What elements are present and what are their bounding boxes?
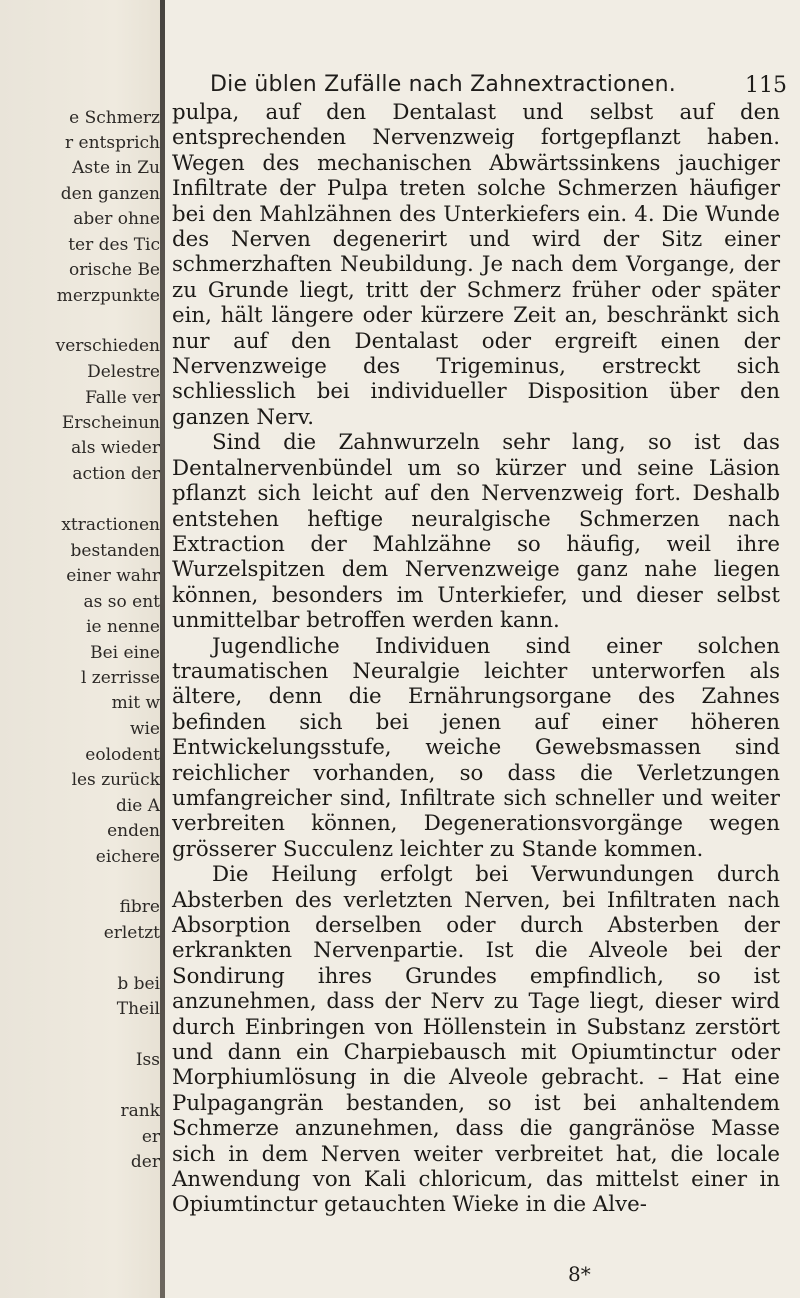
margin-fragment: eolodent	[85, 745, 160, 765]
margin-fragment: Erscheinun	[61, 413, 160, 433]
margin-fragment: Theil	[116, 999, 160, 1019]
running-head: Die üblen Zufälle nach Zahnextractionen.	[210, 72, 676, 97]
margin-fragment: ter des Tic	[68, 235, 160, 255]
margin-fragment: er	[141, 1127, 160, 1147]
margin-fragment: rank	[120, 1101, 160, 1121]
margin-fragment: einer wahr	[66, 566, 160, 586]
margin-fragment: merzpunkte	[56, 286, 160, 306]
margin-fragment: Delestre	[87, 362, 160, 382]
margin-fragment: enden	[107, 821, 160, 841]
margin-fragment: r entsprich	[64, 133, 160, 153]
margin-fragment: der	[130, 1152, 160, 1172]
gutter-shadow	[160, 0, 165, 1298]
margin-fragment: e Schmerz	[69, 108, 160, 128]
margin-fragment: bestanden	[70, 541, 160, 561]
margin-fragment: fibre	[119, 897, 160, 917]
margin-fragment: b bei	[117, 974, 160, 994]
margin-fragment: l zerrisse	[80, 668, 160, 688]
paragraph: Sind die Zahnwurzeln sehr lang, so ist das Dentalnervenbündel um so kürzer und seine Läsion pflanzt sich leicht auf den Nervenzweig fort. Deshalb entstehen heftige neuralgische Schmerzen nach Extraction der Mahlzähne so häufig, weil ihre Wurzelspitzen dem Nervenzweige ganz nahe liegen können, besonders im Unterkiefer, und dieser selbst unmittelbar betroffen werden kann.	[172, 430, 780, 634]
margin-fragment: Iss	[135, 1050, 160, 1070]
paragraph: pulpa, auf den Dentalast und selbst auf den entsprechenden Nervenzweig fortgepflanzt haben. Wegen des mechanischen Abwärtssinkens jauchiger Infiltrate der Pulpa treten solche Schmerzen häufiger bei den Mahlzähnen des Unterkiefers ein. 4. Die Wunde des Nerven degenerirt und wird der Sitz einer schmerzhaften Neubildung. Je nach dem Vorgange, der zu Grunde liegt, tritt der Schmerz früher oder später ein, hält längere oder kürzere Zeit an, beschränkt sich nur auf den Dentalast oder ergreift einen der Nervenzweige des Trigeminus, erstreckt sich schliesslich bei individueller Disposition über den ganzen Nerv.	[172, 100, 780, 430]
paragraph: Die Heilung erfolgt bei Verwundungen durch Absterben des verletzten Nerven, bei Infiltraten nach Absorption derselben oder durch Absterben der erkrankten Nervenpartie. Ist die Alveole bei der Sondirung ihres Grundes empfindlich, so ist anzunehmen, dass der Nerv zu Tage liegt, dieser wird durch Einbringen von Höllenstein in Substanz zerstört und dann ein Charpiebausch mit Opiumtinctur oder Morphiumlösung in die Alveole gebracht. – Hat eine Pulpagangrän bestanden, so ist bei anhaltendem Schmerze anzunehmen, dass die gangränöse Masse sich in dem Nerven weiter verbreitet hat, die locale Anwendung von Kali chloricum, das mittelst einer in Opiumtinctur getauchten Wieke in die Alve-	[172, 862, 780, 1218]
margin-fragment: eichere	[95, 847, 160, 867]
margin-fragment: wie	[129, 719, 160, 739]
margin-fragment: mit w	[111, 693, 160, 713]
margin-fragment: Aste in Zu	[72, 158, 160, 178]
margin-fragment: den ganzen	[60, 184, 160, 204]
margin-fragment: die A	[115, 796, 160, 816]
margin-fragment: Bei eine	[90, 643, 160, 663]
margin-fragment: verschieden	[55, 336, 160, 356]
page-number: 115	[745, 73, 787, 98]
margin-fragment: ie nenne	[86, 617, 160, 637]
signature-mark: 8*	[568, 1262, 591, 1286]
margin-fragment: orische Be	[68, 260, 160, 280]
body-text	[172, 100, 780, 1218]
margin-fragment: aber ohne	[73, 209, 160, 229]
margin-fragment: als wieder	[71, 438, 160, 458]
facing-page-gutter	[0, 0, 165, 1298]
margin-fragment: action der	[72, 464, 160, 484]
paragraph: Jugendliche Individuen sind einer solchen traumatischen Neuralgie leichter unterworfen als ältere, denn die Ernährungsorgane des Zahnes befinden sich bei jenen auf einer höheren Entwickelungsstufe, weiche Gewebsmassen sind reichlicher vorhanden, so dass die Verletzungen umfangreicher sind, Infiltrate sich schneller und weiter verbreiten können, Degenerationsvorgänge wegen grösserer Succulenz leichter zu Stande kommen.	[172, 633, 780, 862]
margin-fragment: erletzt	[103, 923, 160, 943]
margin-fragment: les zurück	[71, 770, 160, 790]
margin-fragment: Falle ver	[85, 388, 160, 408]
margin-fragment: as so ent	[83, 592, 160, 612]
margin-fragment: xtractionen	[61, 515, 160, 535]
